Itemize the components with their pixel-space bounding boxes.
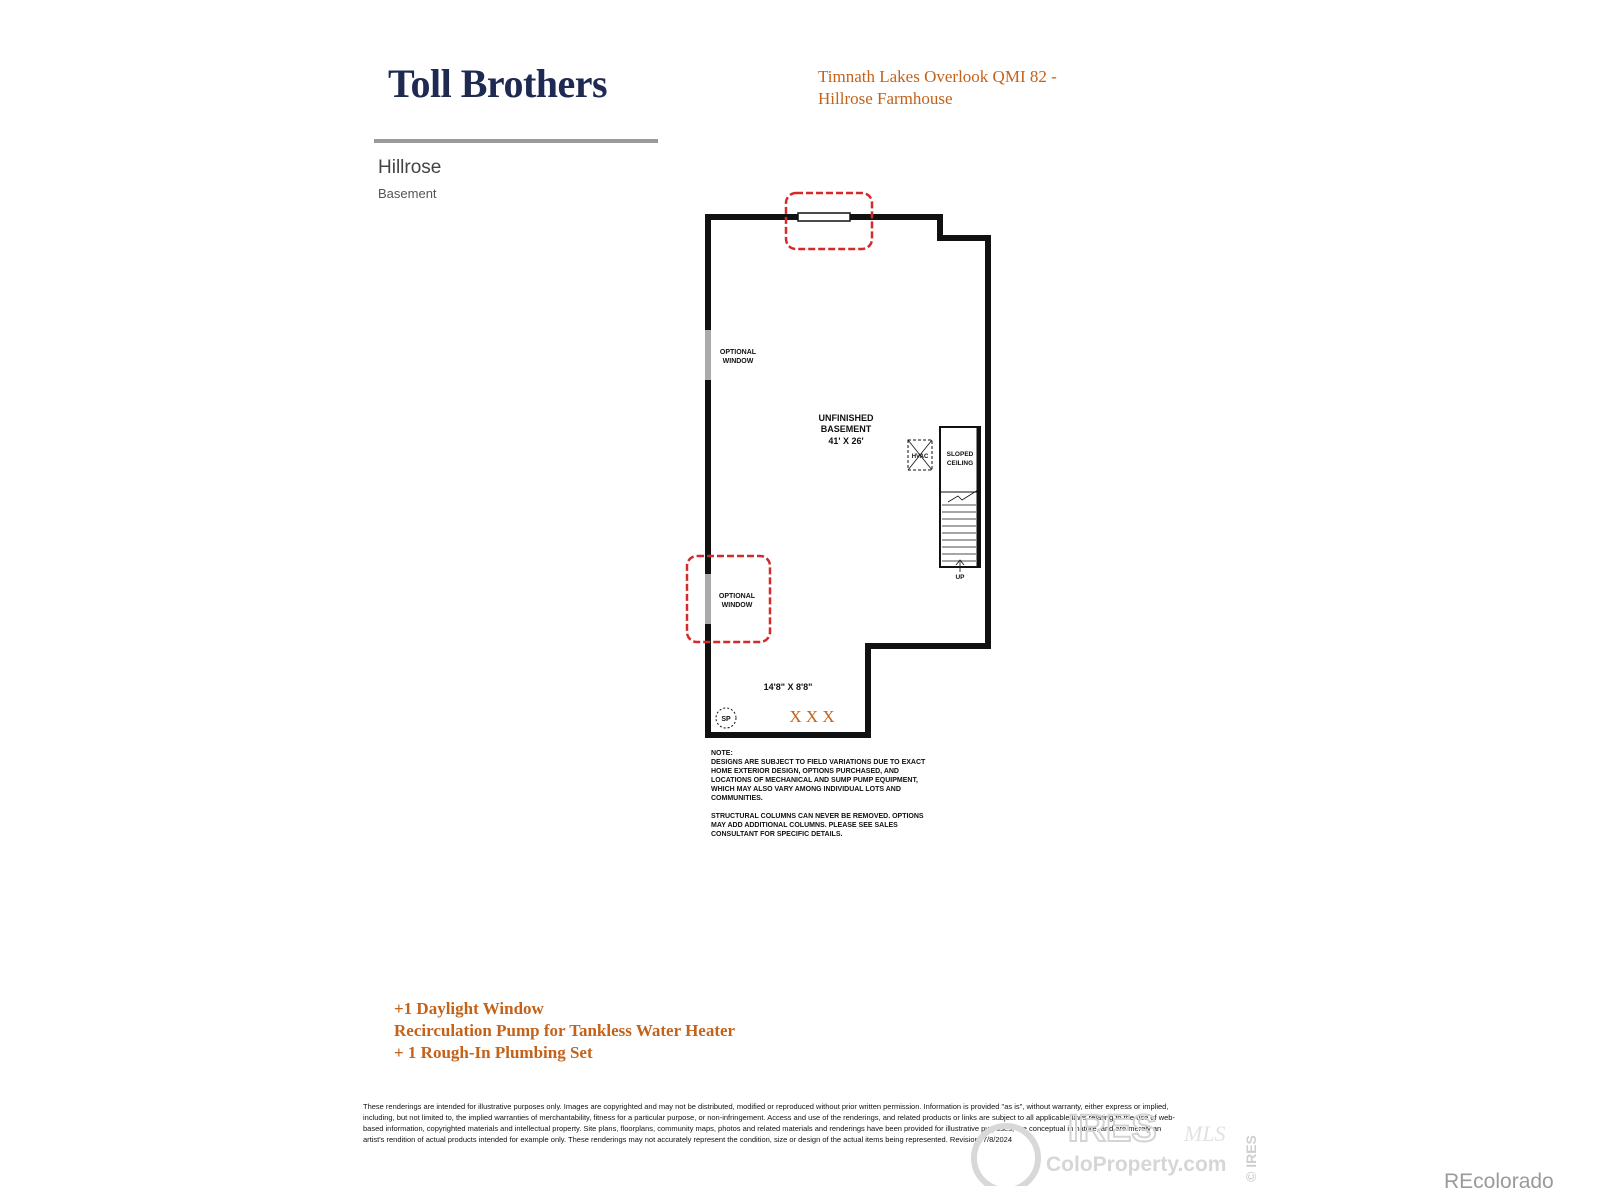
stairs: [940, 427, 980, 572]
optional-window-lower-label-2: WINDOW: [721, 602, 753, 609]
watermark-side-text: © IRES: [1243, 1135, 1259, 1182]
sump-pump: [716, 708, 736, 728]
listing-title-line1: Timnath Lakes Overlook QMI 82 -: [818, 67, 1057, 86]
ires-mls-watermark: [958, 1106, 1268, 1186]
optional-window-lower: [705, 574, 711, 624]
note-line: HOME EXTERIOR DESIGN, OPTIONS PURCHASED, AND: [711, 768, 899, 775]
listing-title-line2: Hillrose Farmhouse: [818, 89, 953, 108]
hvac-unit: [908, 440, 932, 470]
note-line: MAY ADD ADDITIONAL COLUMNS. PLEASE SEE SALES: [711, 822, 898, 829]
note-line: WHICH MAY ALSO VARY AMONG INDIVIDUAL LOTS AND: [711, 786, 901, 793]
daylight-window-top: [798, 213, 850, 221]
upgrade-item: + 1 Rough-In Plumbing Set: [394, 1043, 593, 1062]
upgrade-item: Recirculation Pump for Tankless Water Heater: [394, 1021, 736, 1040]
floor-label: Basement: [378, 186, 437, 201]
plan-name: Hillrose: [378, 157, 442, 178]
room-name-line1: UNFINISHED: [818, 413, 874, 423]
plan-note-block: [711, 750, 926, 838]
optional-window-upper-label-1: OPTIONAL: [719, 349, 757, 356]
optional-window-lower-label-1: OPTIONAL: [718, 593, 756, 600]
note-line: CONSULTANT FOR SPECIFIC DETAILS.: [711, 831, 843, 838]
hvac-label: HVAC: [911, 454, 929, 460]
optional-window-upper-label-2: WINDOW: [722, 358, 754, 365]
legal-disclaimer: These renderings are intended for illustrative purposes only. Images are copyrighted and may not be distributed, modified or reproduced without prior written permission. Information is provided "as is", without warranty, either express or implied, including, but not limited to, the implied warranties of merchantability, fitness for a particular purpose, or non-infringement. Access and use of the renderings, and related products or links are subject to all applicable laws relating to the use of web-based information, copyrighted materials and intellectual property. Site plans, floorplans, community maps, photos and related materials and renderings have been provided for illustrative purposes, are conceptual in nature, and are merely an artist's rendition of actual products intended for example only. These renderings may not accurately represent the condition, size or design of the actual items being represented. Revision: 7/8/2024: [363, 1102, 1175, 1144]
upgrade-item: +1 Daylight Window: [394, 999, 544, 1018]
note-line: STRUCTURAL COLUMNS CAN NEVER BE REMOVED. OPTIONS: [711, 813, 924, 820]
note-line: COMMUNITIES.: [711, 795, 763, 802]
room-name-line2: BASEMENT: [820, 424, 872, 434]
note-line: DESIGNS ARE SUBJECT TO FIELD VARIATIONS DUE TO EXACT: [711, 759, 926, 766]
stairs-up-label: UP: [955, 574, 965, 581]
note-line: LOCATIONS OF MECHANICAL AND SUMP PUMP EQUIPMENT,: [711, 777, 918, 784]
optional-window-upper: [705, 330, 711, 380]
rough-in-plumbing-marks: X X X: [789, 707, 835, 726]
watermark-ires: IRES: [1068, 1108, 1157, 1150]
watermark-mls: MLS: [1184, 1121, 1226, 1146]
ires-logo-icon: [974, 1126, 1038, 1186]
sloped-ceiling-label-2: CEILING: [946, 460, 974, 467]
sloped-ceiling-label-1: SLOPED: [946, 451, 974, 458]
toll-brothers-logo: Toll Brothers: [388, 61, 608, 106]
watermark-site: ColoProperty.com: [1046, 1153, 1227, 1176]
sump-pump-label: SP: [721, 716, 731, 723]
note-heading: NOTE:: [711, 750, 733, 757]
recolorado-credit: REcolorado: [1444, 1170, 1554, 1193]
upgrades-list: [394, 998, 735, 1064]
alcove-dimensions: 14'8" X 8'8": [763, 682, 813, 692]
room-dimensions: 41' X 26': [828, 436, 864, 446]
